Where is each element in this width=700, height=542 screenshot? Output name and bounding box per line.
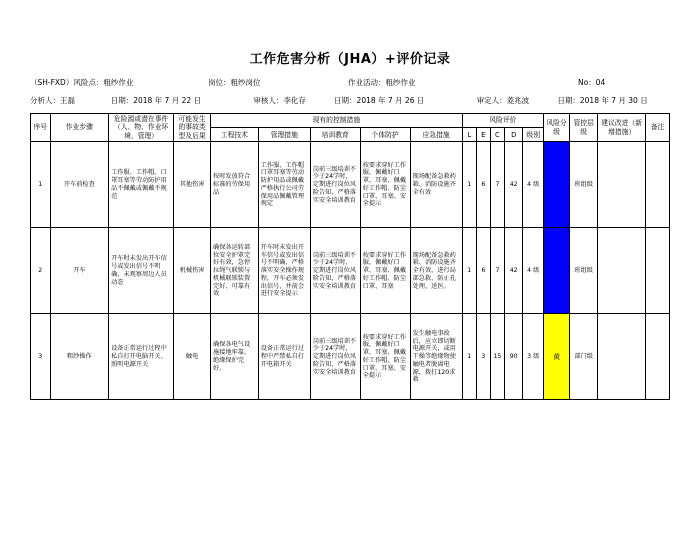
cell-hazard	[109, 142, 174, 228]
activity-label: 作业活动：粗纱作业	[348, 78, 416, 87]
cell-engineering-text: 按时发放符合标准的劳保用品	[213, 173, 251, 196]
cell-suggestion	[598, 142, 646, 228]
header-control-emergency: 应急措施	[410, 128, 462, 142]
risk-point-label: （SH-FXD）风险点：粗纱作业	[30, 78, 134, 87]
header-risk-e: E	[476, 128, 490, 142]
table-row	[31, 142, 670, 228]
cell-ppe-text: 按要求穿好工作服，佩戴好口罩、耳塞、佩戴好工作帽、防尘口罩、耳塞、安全提示	[362, 161, 407, 208]
cell-emergency	[410, 314, 462, 400]
header-control-training: 培训教育	[310, 128, 360, 142]
cell-suggestion	[598, 228, 646, 314]
cell-training-text: 岗前三级培训不少于24学时，定期进行岗位风险告知，严格落实安全培训教育	[312, 251, 357, 290]
header-risk-l: L	[462, 128, 476, 142]
cell-risk-d: 90	[504, 314, 522, 400]
cell-training	[310, 314, 360, 400]
cell-control-level: 班组级	[570, 142, 598, 228]
cell-control-level: 班组级	[570, 228, 598, 314]
cell-engineering	[211, 228, 259, 314]
header-risk-d: D	[504, 128, 522, 142]
cell-emergency-text: 现场配备急救药箱、消防设施齐全有效	[412, 173, 456, 196]
cell-seq: 1	[31, 142, 51, 228]
approve-date-label: 日期：2018 年 7 月 30 日	[557, 96, 648, 105]
cell-event-type: 其他伤害	[174, 142, 211, 228]
cell-engineering	[211, 142, 259, 228]
cell-risk-d: 42	[504, 142, 522, 228]
meta-row-1	[30, 77, 670, 88]
analyst-label: 分析人：王磊	[30, 96, 75, 105]
header-risk-level: 风险分级	[544, 114, 570, 142]
cell-ppe	[360, 314, 410, 400]
header-event-type: 可能发生的事故类型及后果	[174, 114, 211, 142]
cell-risk-e: 6	[476, 228, 490, 314]
cell-engineering-text: 确保各运转部位安全护罩完好有效，急停拉绳气联锁与机械联锁装置完好、可靠有效	[213, 243, 251, 298]
document-meta	[30, 77, 670, 106]
cell-risk-e: 6	[476, 142, 490, 228]
table-header-row-1	[31, 114, 670, 128]
cell-risk-l: 1	[462, 228, 476, 314]
cell-step: 粗纱操作	[50, 314, 109, 400]
cell-risk-d: 42	[504, 228, 522, 314]
header-step: 作业步骤	[50, 114, 109, 142]
header-risk-group: 风险评价	[462, 114, 543, 128]
cell-risk-grade: 4 级	[523, 142, 544, 228]
status-badge: 黄	[544, 314, 570, 400]
cell-seq: 2	[31, 228, 51, 314]
cell-training-text: 岗前三级培训不少于24学时，定期进行岗位风险告知，严格落实安全培训教育	[312, 165, 357, 204]
cell-risk-l: 1	[462, 142, 476, 228]
status-badge: 蓝	[544, 142, 570, 228]
cell-step: 开车前检查	[50, 142, 109, 228]
cell-hazard	[109, 314, 174, 400]
cell-management-text: 工作服、工作帽口罩耳塞等劳动防护用品或佩戴严格执行公司劳保用品佩戴管理规定	[260, 161, 305, 208]
cell-risk-c: 7	[490, 228, 504, 314]
cell-management-text: 设备正常运行过程中严禁私自打开电箱开关	[260, 345, 305, 368]
cell-training-text: 岗前三级培训不少于24学时，定期进行岗位风险告知，严格落实安全培训教育	[312, 337, 357, 376]
cell-emergency-text: 现场配备急救药箱、消防设施齐全有效，进行局部急救，防止孔处理，送医。	[412, 251, 456, 290]
document-page	[0, 48, 700, 542]
cell-seq: 3	[31, 314, 51, 400]
page-title: 工作危害分析（JHA）+评价记录	[249, 52, 451, 67]
review-date-label: 日期：2018 年 7 月 26 日	[334, 96, 425, 105]
cell-risk-grade: 4 级	[523, 228, 544, 314]
cell-management	[258, 314, 310, 400]
cell-event-type: 触电	[174, 314, 211, 400]
header-control-management: 管理措施	[258, 128, 310, 142]
cell-risk-l: 1	[462, 314, 476, 400]
jha-table	[30, 113, 670, 400]
header-suggestion: 建议改进（新增措施）	[598, 114, 646, 142]
cell-risk-c: 15	[490, 314, 504, 400]
cell-emergency	[410, 228, 462, 314]
cell-emergency	[410, 142, 462, 228]
cell-step: 开车	[50, 228, 109, 314]
table-row	[31, 228, 670, 314]
cell-ppe	[360, 142, 410, 228]
cell-remark	[646, 228, 670, 314]
cell-training	[310, 142, 360, 228]
status-badge: 蓝	[544, 228, 570, 314]
meta-row-2	[30, 95, 670, 106]
record-no-label: No：04	[578, 78, 606, 87]
header-risk-c: C	[490, 128, 504, 142]
cell-ppe	[360, 228, 410, 314]
analysis-date-label: 日期：2018 年 7 月 22 日	[110, 96, 202, 105]
cell-ppe-text: 按要求穿好工作服，佩戴好口罩、耳塞、佩戴好工作帽、防尘口罩、耳塞	[362, 251, 407, 290]
cell-suggestion	[598, 314, 646, 400]
header-control-ppe: 个体防护	[360, 128, 410, 142]
cell-remark	[646, 142, 670, 228]
cell-hazard-text: 开车时未发出开车信号或发出信号不明确，未观察周边人员动态	[111, 255, 167, 286]
post-label: 岗位：粗纱岗位	[208, 78, 261, 87]
cell-event-type: 机械伤害	[174, 228, 211, 314]
cell-hazard	[109, 228, 174, 314]
header-remark: 备注	[646, 114, 670, 142]
cell-ppe-text: 按要求穿好工作服，佩戴好口罩、耳塞、佩戴好工作帽、防尘口罩、耳塞、安全提示	[362, 333, 407, 380]
cell-hazard-text: 工作服、工作帽、口罩耳塞等劳动防护用品不佩戴或佩戴不规范	[111, 169, 167, 200]
header-hazard: 危险源或潜在事件（人、物、作业环境、管理）	[109, 114, 174, 142]
cell-management	[258, 142, 310, 228]
cell-control-level: 部门级	[570, 314, 598, 400]
cell-engineering	[211, 314, 259, 400]
approver-label: 审定人：菱兆波	[476, 96, 530, 105]
header-control-level: 管控层级	[570, 114, 598, 142]
cell-engineering-text: 确保各电气设施接地牢靠、绝缘保护完好。	[213, 341, 251, 372]
cell-remark	[646, 314, 670, 400]
cell-management-text: 开车时未发出开车信号或发出信号不明确，严格落实安全操作规程，开车必须发出信号，并前会进行安全提示	[260, 243, 305, 298]
cell-hazard-text: 设备正常运行过程中私自打开电脑开关、照明电源开关	[111, 345, 167, 368]
reviewer-label: 审核人：李化存	[253, 96, 306, 105]
header-control-engineering: 工程技术	[211, 128, 259, 142]
cell-management	[258, 228, 310, 314]
cell-risk-grade: 3 级	[523, 314, 544, 400]
cell-emergency-text: 发生触电事故后，应立即切断电源开关，或用干燥等绝缘物使触电者脱离电源，拨打120求救	[412, 329, 456, 384]
header-controls-group: 现有的控制措施	[211, 114, 463, 128]
cell-training	[310, 228, 360, 314]
header-risk-grade: 级别	[523, 128, 544, 142]
header-seq: 序号	[31, 114, 51, 142]
cell-risk-e: 3	[476, 314, 490, 400]
cell-risk-c: 7	[490, 142, 504, 228]
table-row	[31, 314, 670, 400]
